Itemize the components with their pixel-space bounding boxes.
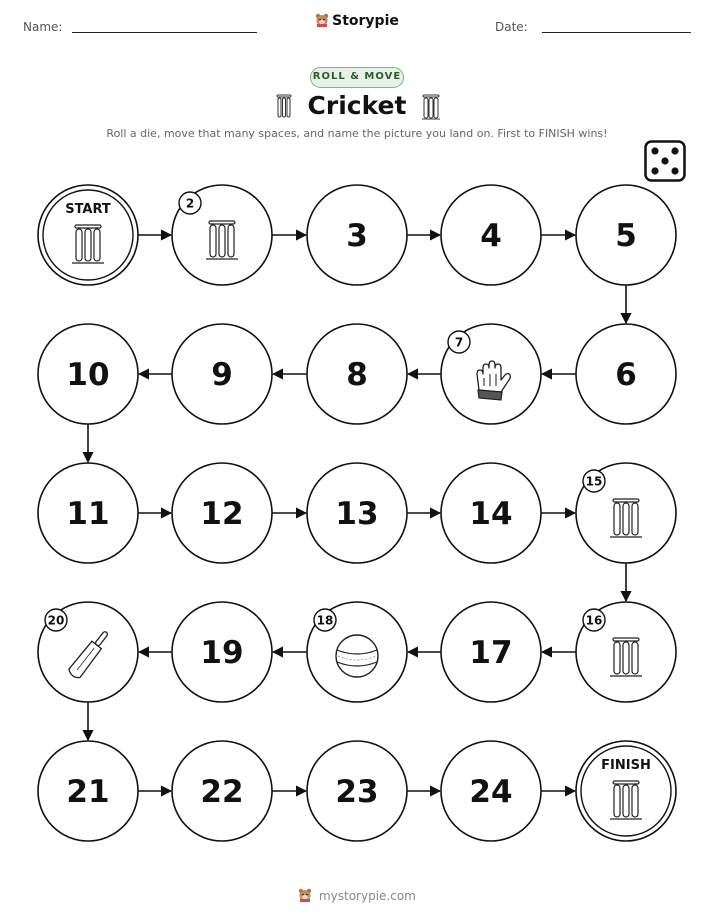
board-spaces xyxy=(38,185,676,841)
board-space-4[interactable] xyxy=(441,185,541,285)
space-number: 20 xyxy=(47,613,65,628)
instructions: Roll a die, move that many spaces, and name the picture you land on. First to FINISH wins! xyxy=(106,127,608,140)
space-number: 16 xyxy=(585,613,603,628)
start-label: START xyxy=(65,202,111,217)
space-number: 24 xyxy=(469,774,513,810)
space-number: 2 xyxy=(185,196,195,211)
bear-mascot-icon xyxy=(298,888,312,902)
space-number: 21 xyxy=(66,774,110,810)
board-space-13[interactable] xyxy=(307,463,407,563)
board-space-24[interactable] xyxy=(441,741,541,841)
footer xyxy=(0,888,714,903)
board-space-5[interactable] xyxy=(576,185,676,285)
space-number: 8 xyxy=(346,357,368,393)
date-label: Date: xyxy=(495,20,528,34)
board-space-23[interactable] xyxy=(307,741,407,841)
game-tag: ROLL & MOVE xyxy=(310,67,404,88)
board-space-10[interactable] xyxy=(38,324,138,424)
name-label: Name: xyxy=(23,20,63,34)
board-space-19[interactable] xyxy=(172,602,272,702)
space-number: 23 xyxy=(335,774,379,810)
space-number: 9 xyxy=(211,357,233,393)
board-space-20[interactable] xyxy=(38,602,138,702)
space-number: 18 xyxy=(316,613,334,628)
space-number: 11 xyxy=(66,496,110,532)
finish-label: FINISH xyxy=(601,758,651,773)
space-number: 17 xyxy=(469,635,513,671)
footer-url[interactable]: mystorypie.com xyxy=(318,889,416,903)
board-space-11[interactable] xyxy=(38,463,138,563)
brand-name: Storypie xyxy=(332,13,399,29)
board-space-8[interactable] xyxy=(307,324,407,424)
board-space-17[interactable] xyxy=(441,602,541,702)
board-space-6[interactable] xyxy=(576,324,676,424)
space-number: 3 xyxy=(346,218,368,254)
board-space-15[interactable] xyxy=(576,463,676,563)
board-space-12[interactable] xyxy=(172,463,272,563)
space-number: 7 xyxy=(454,335,464,350)
board-space-16[interactable] xyxy=(576,602,676,702)
space-number: 15 xyxy=(585,474,603,489)
space-number: 12 xyxy=(200,496,244,532)
space-number: 4 xyxy=(480,218,502,254)
board-space-14[interactable] xyxy=(441,463,541,563)
wicket-stumps-icon xyxy=(610,638,642,676)
board-space-1[interactable] xyxy=(38,185,138,285)
board-space-21[interactable] xyxy=(38,741,138,841)
cricket-ball-icon xyxy=(336,635,378,677)
board-space-22[interactable] xyxy=(172,741,272,841)
space-number: 22 xyxy=(200,774,244,810)
board-space-25[interactable] xyxy=(576,741,676,841)
wicket-stumps-icon xyxy=(610,499,642,537)
page-title: Cricket xyxy=(307,91,407,120)
wicket-stumps-icon xyxy=(72,225,104,263)
space-number: 10 xyxy=(66,357,110,393)
space-number: 14 xyxy=(469,496,513,532)
board-space-2[interactable] xyxy=(172,185,272,285)
wicket-stumps-icon xyxy=(206,221,238,259)
space-number: 5 xyxy=(615,218,637,254)
board-space-18[interactable] xyxy=(307,602,407,702)
space-number: 19 xyxy=(200,635,244,671)
wicket-stumps-icon xyxy=(610,781,642,819)
board-space-3[interactable] xyxy=(307,185,407,285)
board-space-7[interactable] xyxy=(441,324,541,424)
space-number: 13 xyxy=(335,496,379,532)
space-number: 6 xyxy=(615,357,637,393)
board-space-9[interactable] xyxy=(172,324,272,424)
